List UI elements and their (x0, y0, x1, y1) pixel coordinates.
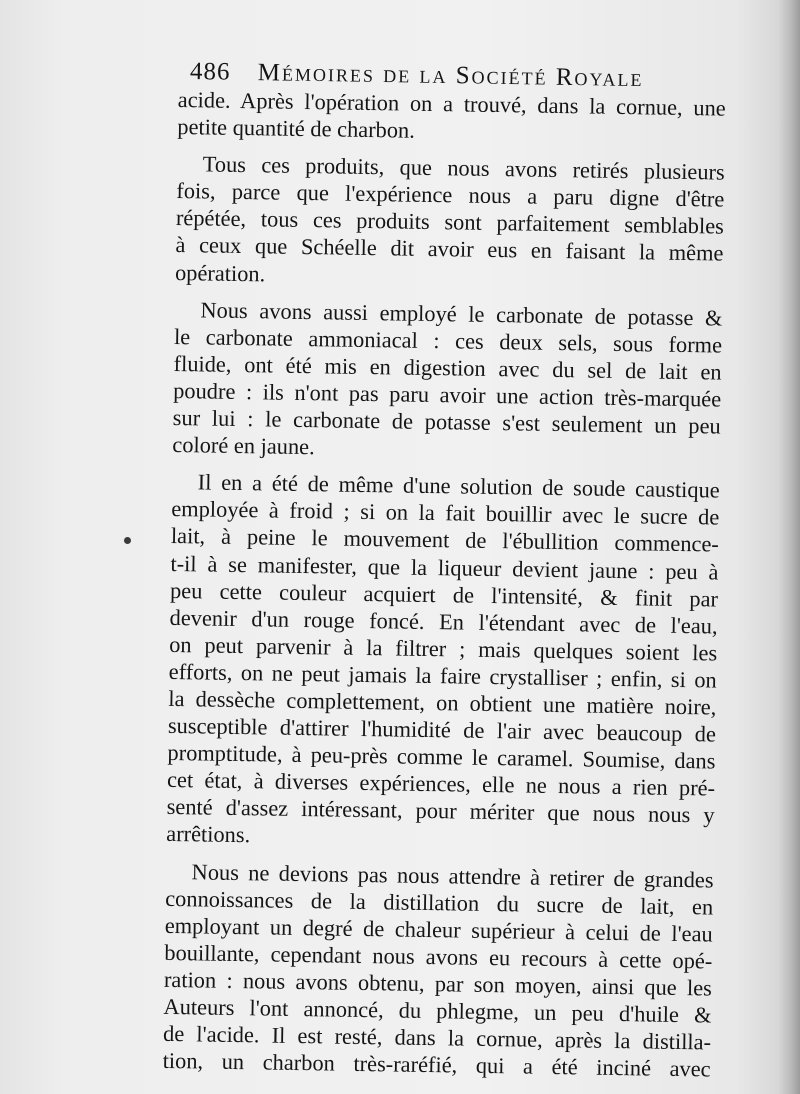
text-line: coloré en jaune. (172, 432, 315, 460)
text-line: sur lui : le carbonate de potasse s'est seulement un peu (172, 404, 721, 439)
page-edge-shadow (778, 0, 800, 1094)
text-line: ration : nous avons obtenu, par son moyen, ainsi que les (163, 966, 713, 1001)
text-line: de l'acide. Il est resté, dans la cornue, après la distilla- (162, 1020, 712, 1055)
text-line: employant un degré de chaleur supérieur à celui de l'eau (164, 912, 713, 947)
text-line: lait, à peine le mouvement de l'ébullition commence- (170, 523, 720, 557)
text-line: le carbonate ammoniacal : ces deux sels, sous forme (173, 323, 723, 358)
paragraph-4 (166, 468, 720, 856)
text-line: répétée, tous ces produits sont parfaitement semblables (175, 205, 725, 239)
paragraph-3 (172, 296, 722, 467)
text-line: on peut parvenir à la filtrer ; mais quelques soient les (169, 631, 718, 666)
text-line: connoissances de la distillation du sucre de lait, en (165, 885, 714, 920)
text-line: à ceux que Schéelle dit avoir eus en faisant la même (175, 232, 724, 267)
text-line: poudre : ils n'ont pas paru avoir une action très-marquée (173, 377, 722, 412)
text-line: devenir d'un rouge foncé. En l'étendant avec de l'eau, (169, 604, 718, 639)
text-line: senté d'assez intéressant, pour mériter que nous nous y (166, 794, 715, 828)
header-title: Mémoires de la Société Royale (257, 59, 644, 93)
text-line: efforts, on ne peut jamais la faire crystalliser ; enfin, si on (168, 658, 717, 693)
text-line: bouillante, cependant nous avons eu recours à cette opé- (164, 939, 713, 974)
paragraph-1 (177, 86, 726, 149)
text-line: Il en a été de même d'une solution de soude caustique (197, 469, 720, 503)
text-line: fluide, ont été mis en digestion avec du sel de lait en (173, 350, 722, 385)
text-line: opération. (174, 259, 266, 286)
text-line: susceptible d'attirer l'humidité de l'air avec beaucoup de (167, 712, 717, 747)
text-line: Tous ces produits, que nous avons retirés plusieurs (202, 151, 725, 185)
text-line: t-il à se manifester, que la liqueur devient jaune : peu à (170, 550, 719, 585)
text-line: Nous avons aussi employé le carbonate de potasse & (200, 297, 723, 331)
text-line: fois, parce que l'expérience nous a paru digne d'être (176, 178, 725, 212)
text-line: peu cette couleur acquiert de l'intensité, & finit par (169, 577, 719, 612)
paragraph-2 (175, 150, 725, 294)
text-line: employée à froid ; si on la fait bouillir avec le sucre de (171, 496, 720, 530)
text-line: Nous ne devions pas nous attendre à retirer de grandes (191, 858, 714, 893)
text-line: la dessèche complettement, on obtient une matière noire, (168, 685, 717, 720)
ink-spot (124, 537, 131, 544)
page-number: 486 (189, 58, 231, 86)
text-line: petite quantité de charbon. (177, 114, 416, 143)
text-line: cet état, à diverses expériences, elle ne nous a rien pré- (166, 767, 716, 801)
text-line: Auteurs l'ont annoncé, du phlegme, un peu d'huile & (163, 993, 712, 1028)
text-line: arrêtions. (166, 821, 251, 848)
text-line: promptitude, à peu-près comme le caramel. Soumise, dans (167, 740, 716, 774)
body-text (162, 86, 726, 1093)
paragraph-5 (162, 857, 713, 1082)
text-line: tion, un charbon très-raréfié, qui a été inciné avec (162, 1048, 711, 1082)
text-line: acide. Après l'opération on a trouvé, dans la cornue, une (177, 86, 726, 121)
